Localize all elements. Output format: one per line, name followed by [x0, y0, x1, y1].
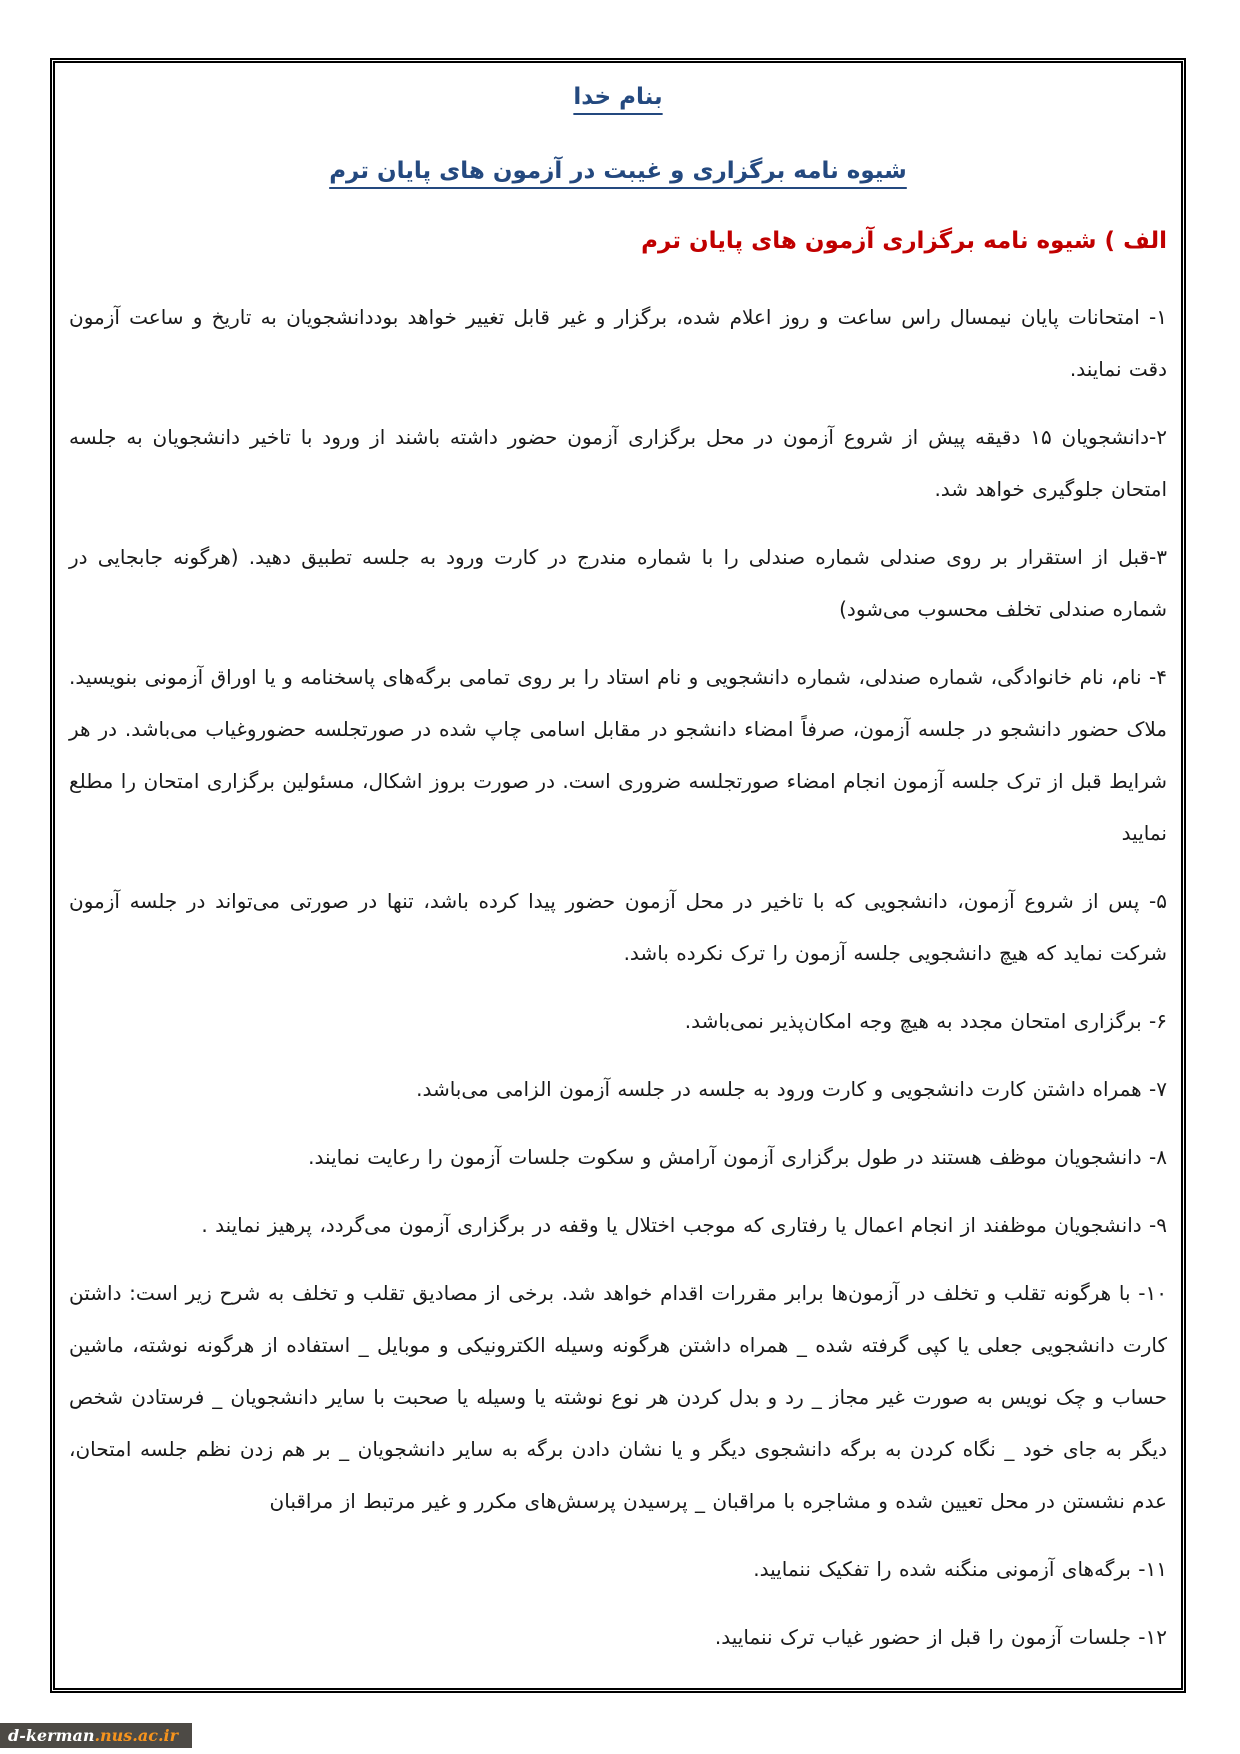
- site-watermark: [0, 1723, 192, 1748]
- section-a-heading: الف ) شیوه نامه برگزاری آزمون های پایان ترم: [641, 228, 1167, 254]
- watermark-site-name: d-kerman: [8, 1726, 95, 1745]
- rule-item-9: ۹- دانشجویان موظفند از انجام اعمال یا رفتاری که موجب اختلال یا وقفه در برگزاری آزمون می‌گردد، پرهیز نمایند .: [201, 1213, 1167, 1237]
- rules-list: [69, 291, 1167, 1663]
- rule-item-7: ۷- همراه داشتن کارت دانشجویی و کارت ورود به جلسه در جلسه آزمون الزامی می‌باشد.: [416, 1077, 1167, 1101]
- rule-item-8: ۸- دانشجویان موظف هستند در طول برگزاری آزمون آرامش و سکوت جلسات آزمون را رعایت نمایند.: [308, 1145, 1167, 1169]
- bismillah-heading: بنام خدا: [573, 84, 663, 110]
- rule-item-6: ۶- برگزاری امتحان مجدد به هیچ وجه امکان‌پذیر نمی‌باشد.: [684, 1009, 1167, 1033]
- rule-item-12: ۱۲- جلسات آزمون را قبل از حضور غیاب ترک ننمایید.: [714, 1625, 1167, 1649]
- rule-item-10: ۱۰- با هرگونه تقلب و تخلف در آزمون‌ها برابر مقررات اقدام خواهد شد. برخی از مصادیق تقلب و تخلف به شرح زیر است: داشتن کارت دانشجویی جعلی یا کپی گرفته شده _ همراه داشتن هرگونه وسیله الکترونیکی و موبایل _ استفاده از هرگونه نوشته، ماشین حساب و چک نویس به صورت غیر مجاز _ رد و بدل کردن هر نوع نوشته یا وسیله یا صحبت با سایر دانشجویان _ فرستادن شخص دیگر به جای خود _ نگاه کردن به برگه دانشجوی دیگر و یا نشان دادن برگه به سایر دانشجویان _ بر هم زدن نظم جلسه امتحان، عدم نشستن در محل تعیین شده و مشاجره با مراقبان _ پرسیدن پرسش‌های مکرر و غیر مرتبط از مراقبان: [69, 1281, 1167, 1513]
- rule-item-3: ۳-قبل از استقرار بر روی صندلی شماره صندلی را با شماره مندرج در کارت ورود به جلسه تطبیق دهید. (هرگونه جابجایی در شماره صندلی تخلف محسوب می‌شود): [69, 545, 1167, 621]
- watermark-domain-suffix: .nus.ac.ir: [94, 1726, 179, 1745]
- document-border-frame: [50, 58, 1186, 1693]
- document-title: شیوه نامه برگزاری و غیبت در آزمون های پایان ترم: [329, 158, 907, 184]
- rule-item-4: ۴- نام، نام خانوادگی، شماره صندلی، شماره دانشجویی و نام استاد را بر روی تمامی برگه‌های پاسخنامه و یا اوراق آزمونی بنویسید. ملاک حضور دانشجو در جلسه آزمون، صرفاً امضاء دانشجو در مقابل اسامی چاپ شده در صورتجلسه حضوروغیاب می‌باشد. در هر شرایط قبل از ترک جلسه آزمون انجام امضاء صورتجلسه ضروری است. در صورت بروز اشکال، مسئولین برگزاری امتحان را مطلع نمایید: [69, 665, 1167, 845]
- rule-item-11: ۱۱- برگه‌های آزمونی منگنه شده را تفکیک ننمایید.: [753, 1557, 1167, 1581]
- rule-item-1: ۱- امتحانات پایان نیمسال راس ساعت و روز اعلام شده، برگزار و غیر قابل تغییر خواهد بوددانشجویان به تاریخ و ساعت آزمون دقت نمایند.: [69, 305, 1167, 381]
- rule-item-5: ۵- پس از شروع آزمون، دانشجویی که با تاخیر در محل آزمون حضور پیدا کرده باشد، تنها در صورتی می‌تواند در جلسه آزمون شرکت نماید که هیچ دانشجویی جلسه آزمون را ترک نکرده باشد.: [69, 889, 1167, 965]
- document-content: [55, 63, 1181, 1663]
- rule-item-2: ۲-دانشجویان ۱۵ دقیقه پیش از شروع آزمون در محل برگزاری آزمون حضور داشته باشند از ورود با تاخیر دانشجویان به جلسه امتحان جلوگیری خواهد شد.: [69, 425, 1167, 501]
